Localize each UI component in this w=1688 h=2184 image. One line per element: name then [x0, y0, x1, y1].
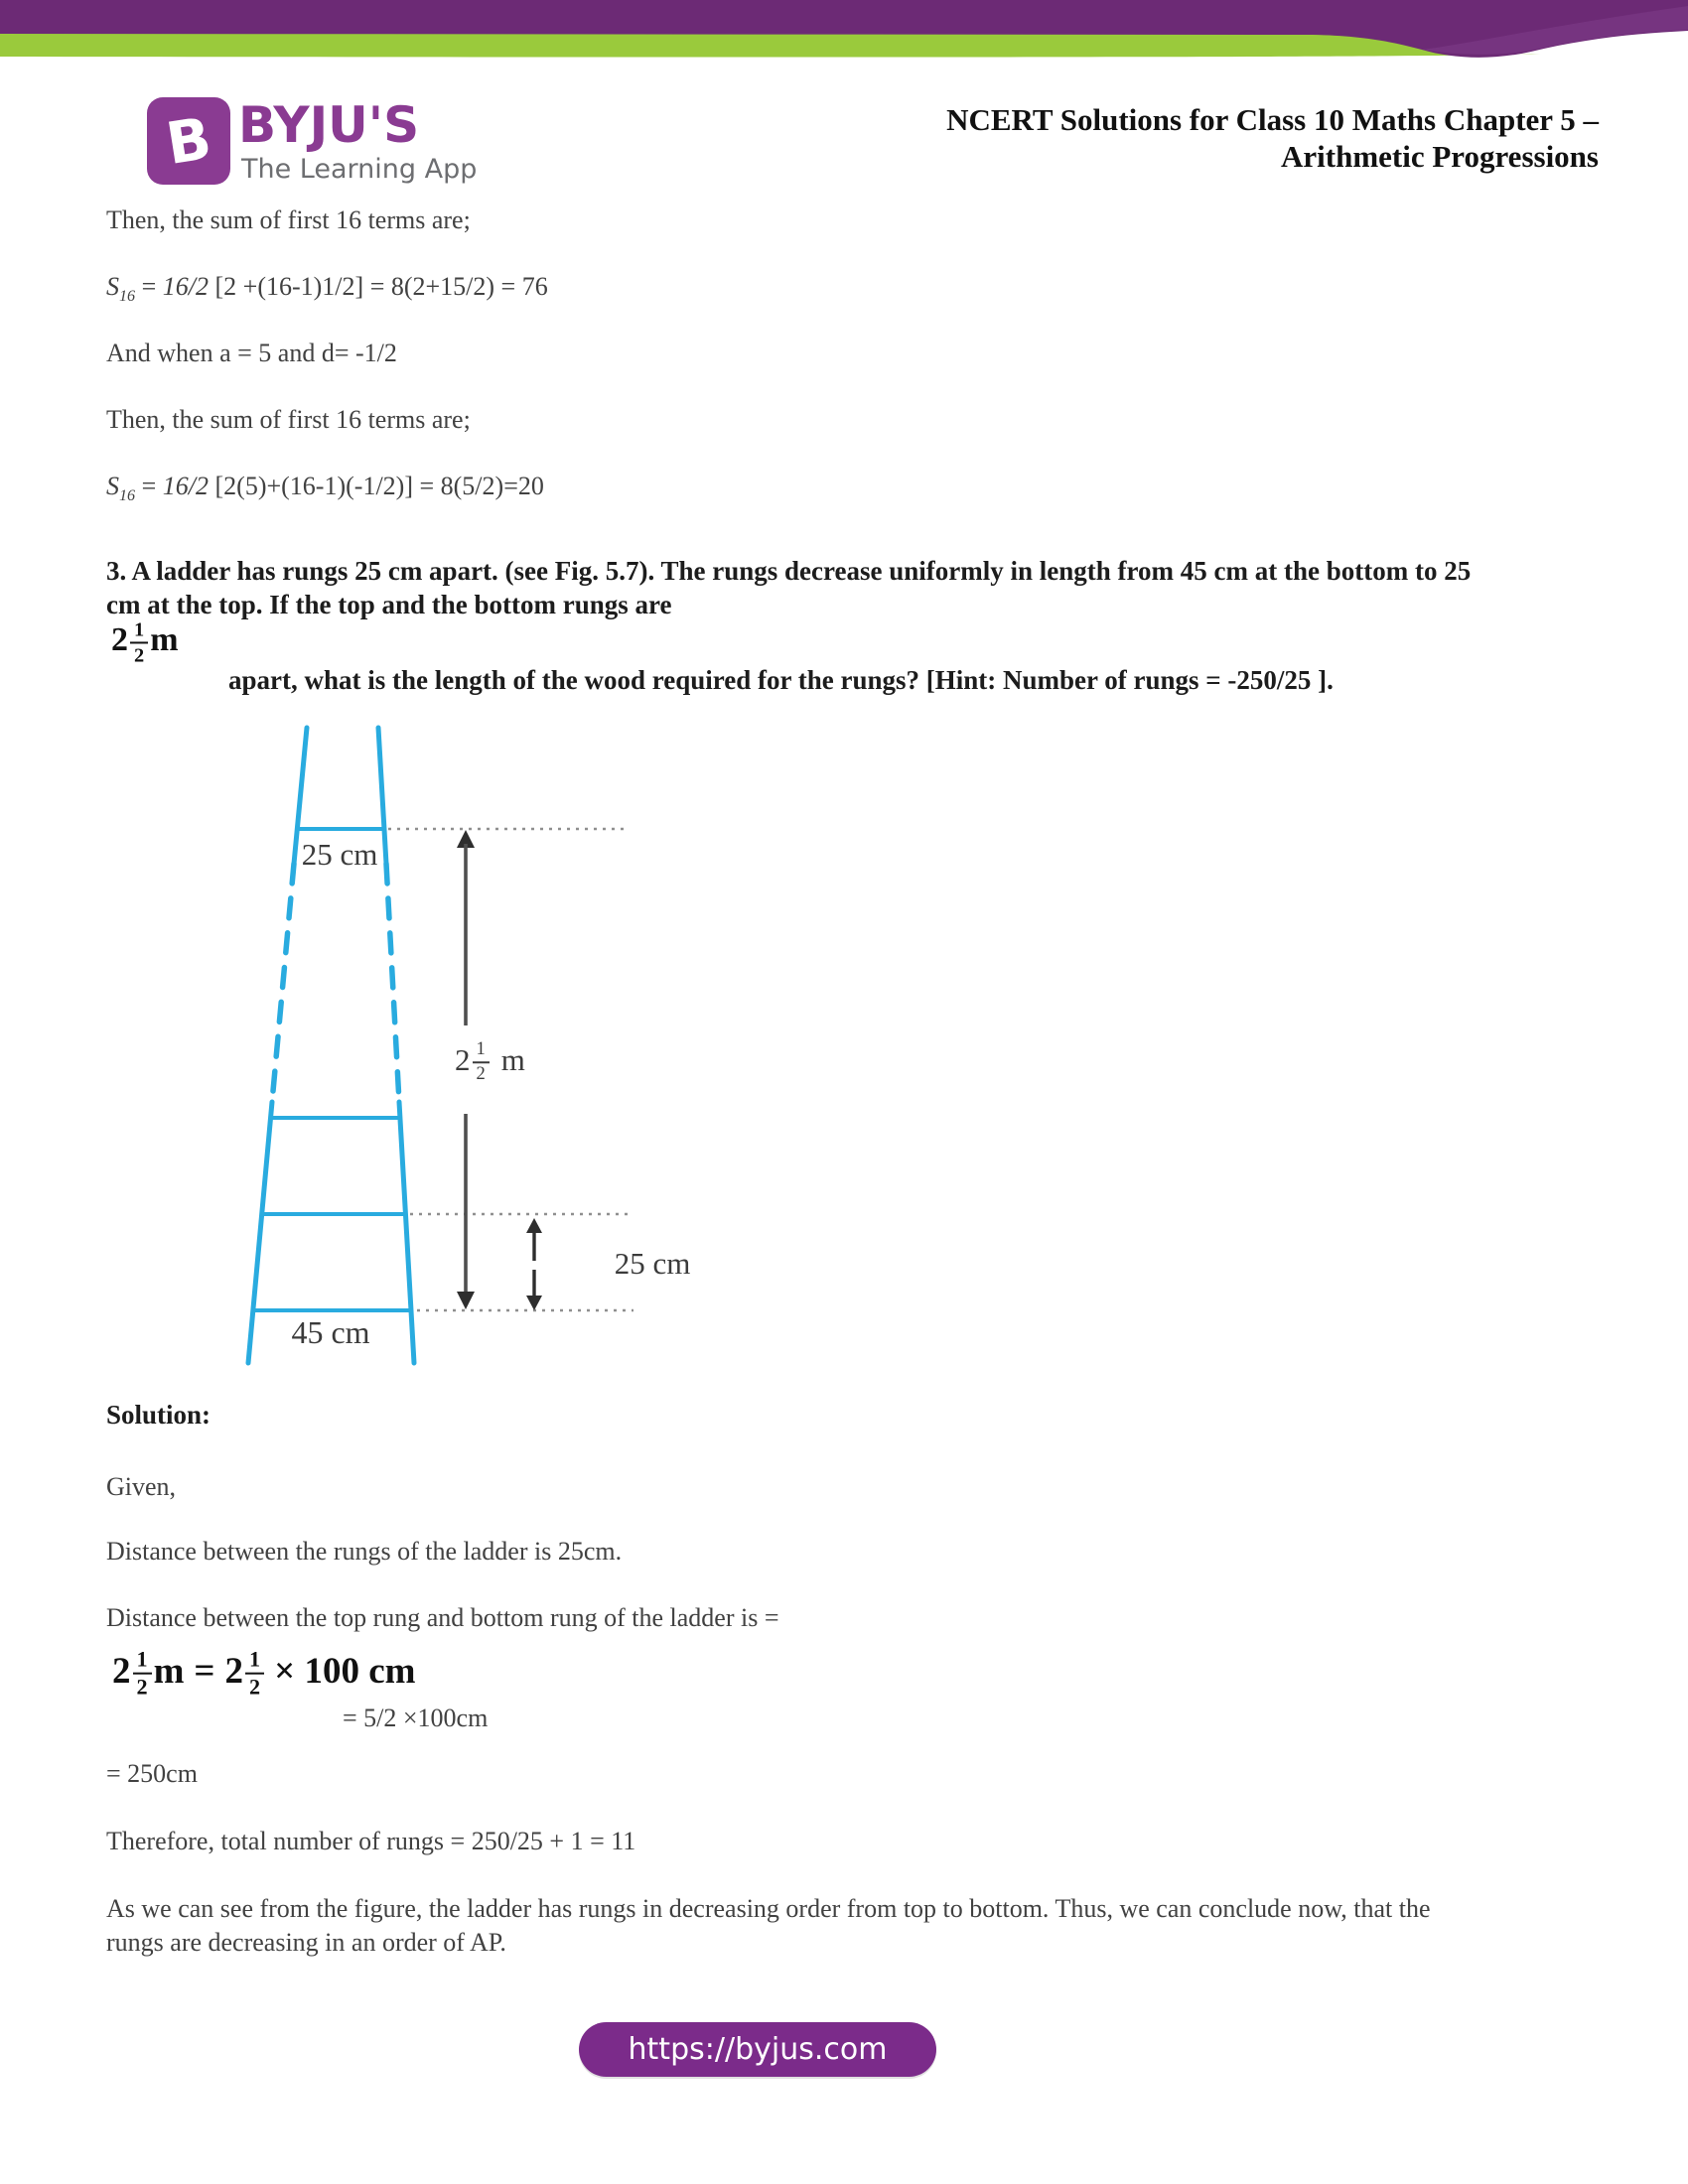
- eq2-coef: 16/2: [162, 472, 210, 500]
- question-3-height-fraction: [111, 617, 179, 667]
- eq1-coef: 16/2: [162, 272, 210, 301]
- eq2-equals: =: [135, 472, 163, 500]
- distance-top-bottom-line: Distance between the top rung and bottom rung of the ladder is =: [106, 1603, 779, 1632]
- distance-rungs-line: Distance between the rungs of the ladder is 25cm.: [106, 1537, 623, 1566]
- conclusion-paragraph: As we can see from the figure, the ladder has rungs in decreasing order from top to bottom. Thus, we can conclude now, that the rungs are decreasing in an order of AP.: [106, 1894, 1431, 1957]
- conv-rhs-whole: 2: [224, 1650, 244, 1692]
- eq2-subscript: 16: [119, 487, 136, 505]
- conv-equals: =: [194, 1650, 215, 1692]
- conv-rhs-stack: [245, 1646, 264, 1700]
- eq1-symbol: S: [106, 272, 119, 301]
- equation-s16-first: [106, 272, 548, 306]
- fraction-numerator: 1: [130, 619, 148, 643]
- byjus-link-url: https://byjus.com: [628, 2032, 888, 2067]
- gap-dimension-arrow: [526, 1218, 542, 1310]
- conv-rhs-den: 2: [249, 1674, 261, 1700]
- fraction-stack: [130, 619, 148, 666]
- paragraph-sum-intro-2: Then, the sum of first 16 terms are;: [106, 405, 471, 434]
- conv-lhs-whole: 2: [112, 1650, 131, 1692]
- question-3-continuation: apart, what is the length of the wood required for the rungs? [Hint: Number of rungs = -250/25 ].: [228, 665, 1334, 695]
- ladder-figure: [169, 720, 725, 1385]
- fraction-unit: m: [150, 621, 179, 659]
- conv-lhs-stack: [133, 1646, 152, 1700]
- byjus-tagline: The Learning App: [241, 154, 478, 185]
- ladder-rails: [248, 728, 414, 1363]
- figure-height-stack: [473, 1040, 490, 1083]
- page-title: [946, 101, 1599, 175]
- total-rungs-line: Therefore, total number of rungs = 250/25 + 1 = 11: [106, 1827, 636, 1855]
- byjus-link-button[interactable]: [579, 2022, 936, 2077]
- conversion-step-2: = 5/2 ×100cm: [343, 1704, 489, 1732]
- eq1-subscript: 16: [119, 288, 136, 306]
- conv-lhs-num: 1: [133, 1649, 152, 1675]
- eq2-symbol: S: [106, 472, 119, 500]
- paragraph-and-when: And when a = 5 and d= -1/2: [106, 339, 397, 367]
- equation-s16-second: [106, 472, 544, 505]
- figure-height-whole: 2: [455, 1041, 471, 1077]
- figure-height-label: [455, 1038, 525, 1084]
- conv-lhs-unit: m: [153, 1650, 185, 1692]
- eq1-equals: =: [135, 272, 163, 301]
- top-rung-dimension-label: 25 cm: [301, 837, 378, 872]
- conv-rhs-rest: × 100 cm: [274, 1650, 416, 1692]
- bottom-rung-dimension-label: 45 cm: [291, 1314, 370, 1350]
- byjus-wordmark: BYJU'S: [238, 96, 420, 154]
- figure-height-denominator: 2: [476, 1062, 486, 1084]
- conv-lhs-den: 2: [136, 1674, 148, 1700]
- page-title-line2: Arithmetic Progressions: [1281, 139, 1599, 174]
- green-band: [0, 34, 1541, 58]
- question-3-text: 3. A ladder has rungs 25 cm apart. (see Fig. 5.7). The rungs decrease uniformly in length from 45 cm at the bottom to 25 cm at the top. If the top and the bottom rungs are: [106, 556, 1472, 619]
- fraction-denominator: 2: [134, 644, 145, 667]
- paragraph-sum-intro-1: Then, the sum of first 16 terms are;: [106, 205, 471, 234]
- conversion-equation: [112, 1646, 416, 1700]
- fraction-whole: 2: [111, 621, 128, 659]
- figure-height-unit: m: [500, 1041, 525, 1077]
- gap-dimension-label: 25 cm: [614, 1246, 691, 1281]
- byjus-logo-icon: [147, 97, 230, 185]
- page-title-line1: NCERT Solutions for Class 10 Maths Chapter 5 –: [946, 102, 1599, 137]
- figure-height-numerator: 1: [473, 1040, 490, 1063]
- byjus-logo-letter: B: [161, 103, 216, 179]
- given-label: Given,: [106, 1472, 177, 1501]
- conversion-result: = 250cm: [106, 1759, 198, 1788]
- eq2-rest: [2(5)+(16-1)(-1/2)] = 8(5/2)=20: [209, 472, 544, 500]
- eq1-rest: [2 +(16-1)1/2] = 8(2+15/2) = 76: [209, 272, 548, 301]
- conv-rhs-num: 1: [245, 1649, 264, 1675]
- solution-heading: Solution:: [106, 1400, 211, 1430]
